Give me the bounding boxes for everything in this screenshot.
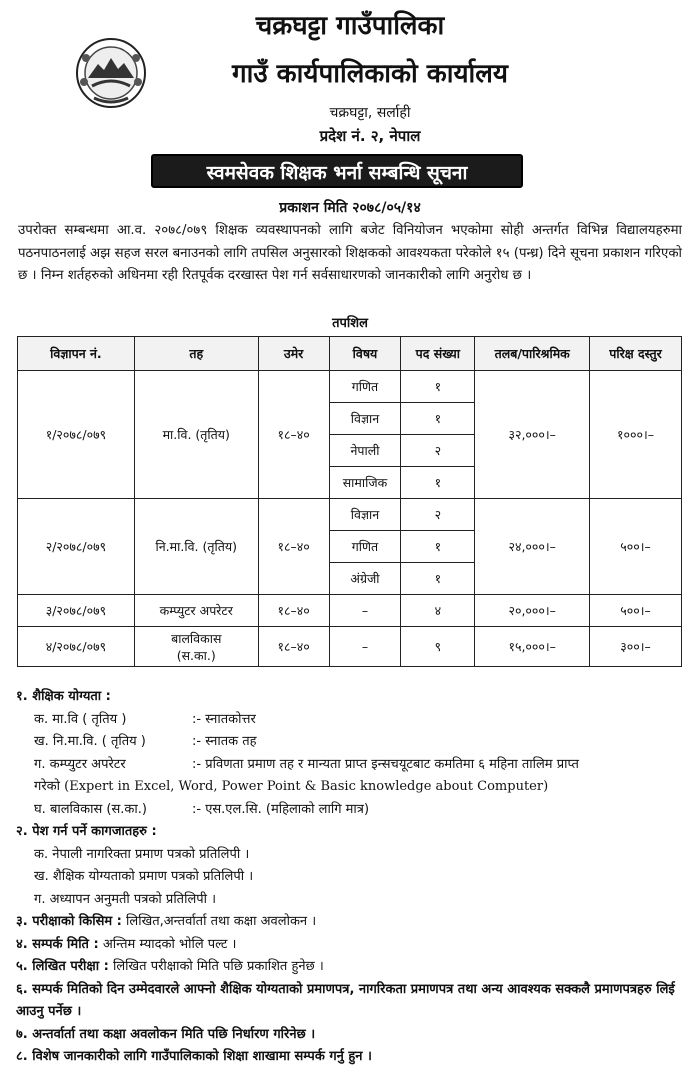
subject: विज्ञान: [329, 403, 401, 435]
level-line2: (स.का.): [176, 647, 216, 663]
level: कम्प्युटर अपरेटर: [134, 595, 258, 627]
qualification-label: ख. नि.मा.वि. ( तृतिय ): [34, 734, 146, 749]
col-header: परिक्ष दस्तुर: [590, 337, 682, 371]
qualification-label: ग. कम्प्युटर अपरेटर: [34, 756, 126, 772]
col-header: विज्ञापन नं.: [18, 337, 135, 371]
age: १८–४०: [258, 627, 329, 667]
post-count: ४: [401, 595, 475, 627]
qualification-item: [16, 731, 686, 754]
col-header: उमेर: [258, 337, 329, 371]
qualification-cont: गरेको: [34, 779, 60, 794]
table-caption: तपशिल: [332, 316, 368, 331]
level: नि.मा.वि. (तृतिय): [134, 499, 258, 595]
document-item: क. नेपाली नागरिक्ता प्रमाण पत्रको प्रतिलिपी ।: [34, 846, 250, 862]
subject: विज्ञान: [329, 499, 401, 531]
adv-number: १/२०७८/०७९: [18, 371, 135, 499]
written-exam-text: लिखित परीक्षाको मिति पछि प्रकाशित हुनेछ ।: [112, 959, 324, 974]
qualification-value: :- स्नातक तह: [192, 734, 257, 749]
contact-date-text: अन्तिम म्यादको भोलि पल्ट ।: [102, 936, 237, 952]
section-qualification-title: १. शैक्षिक योग्यता :: [16, 689, 111, 704]
office-name: गाउँ कार्यपालिकाको कार्यालय: [232, 59, 508, 89]
post-count: १: [401, 531, 475, 563]
qualification-continued: [16, 776, 686, 799]
level: [134, 627, 258, 667]
qualification-label: क. मा.वि ( तृतिय ): [34, 711, 127, 727]
notice-title: स्वमसेवक शिक्षक भर्ना सम्बन्धि सूचना: [151, 154, 523, 188]
col-header: पद संख्या: [401, 337, 475, 371]
subject: –: [329, 595, 401, 627]
section-contact-info: ८. विशेष जानकारीको लागि गाउँपालिकाको शिक्षा शाखामा सम्पर्क गर्नु हुन ।: [16, 1049, 372, 1064]
section-written-exam: [16, 956, 686, 979]
adv-number: २/२०७८/०७९: [18, 499, 135, 595]
document-item: ग. अध्यापन अनुमती पत्रको प्रतिलिपी ।: [34, 891, 217, 907]
age: १८–४०: [258, 595, 329, 627]
subject: सामाजिक: [329, 467, 401, 499]
subject: अंग्रेजी: [329, 563, 401, 595]
intro-paragraph: उपरोक्त सम्बन्धमा आ.व. २०७८/०७९ शिक्षक व्यवस्थापनको लागि बजेट विनियोजन भएकोमा सोही अन्तर्गत विभिन्न विद्यालयहरुमा पठनपाठनलाई अझ सहज सरल बनाउनको लागि तपसिल अनुसारको शिक्षकको आवश्यकता परेकोले १५ (पन्ध्र) दिने सूचना प्रकाशन गरिएको छ । निम्न शर्तहरुको अधिनमा रही रितपूर्वक दरखास्त पेश गर्न सर्वसाधारणको जानकारीको लागि अनुरोध छ ।: [18, 223, 682, 283]
office-location: चक्रघट्टा, सर्लाही: [329, 105, 411, 121]
municipality-name: चक्रघट्टा गाउँपालिका: [255, 11, 445, 41]
section-documents-title: २. पेश गर्न पर्ने कागजातहरु :: [16, 824, 157, 839]
post-count: १: [401, 371, 475, 403]
adv-number: ४/२०७८/०७९: [18, 627, 135, 667]
qualification-item: [16, 709, 686, 732]
subject: –: [329, 627, 401, 667]
publication-date: प्रकाशन मिति २०७८/०५/१४: [279, 200, 421, 216]
section-contact-date: [16, 934, 686, 957]
qualification-value: :- स्नातकोत्तर: [192, 711, 256, 727]
exam-fee: ५००।–: [590, 499, 682, 595]
exam-type-text: लिखित,अन्तर्वार्ता तथा कक्षा अवलोकन ।: [126, 914, 317, 929]
post-count: ९: [401, 627, 475, 667]
post-count: २: [401, 435, 475, 467]
level: मा.वि. (तृतिय): [134, 371, 258, 499]
document-item: ख. शैक्षिक योग्यताको प्रमाण पत्रको प्रतिलिपी ।: [34, 869, 254, 884]
subject: गणित: [329, 371, 401, 403]
col-header: तह: [134, 337, 258, 371]
exam-fee: ५००।–: [590, 595, 682, 627]
office-province: प्रदेश नं. २, नेपाल: [319, 127, 421, 145]
age: १८–४०: [258, 371, 329, 499]
level-line1: बालविकास: [171, 630, 222, 646]
qualification-value: :- एस.एल.सि. (महिलाको लागि मात्र): [192, 801, 370, 817]
table-row: [18, 499, 682, 531]
salary: १५,०००।–: [475, 627, 590, 667]
age: १८–४०: [258, 499, 329, 595]
notice-header: [0, 0, 700, 150]
subject: नेपाली: [329, 435, 401, 467]
exam-type-title: ३. परीक्षाको किसिम :: [16, 914, 122, 929]
vacancy-table: [17, 336, 682, 667]
exam-fee: ३००।–: [590, 627, 682, 667]
table-row: [18, 627, 682, 667]
table-header-row: [18, 337, 682, 371]
written-exam-title: ५. लिखित परीक्षा :: [16, 959, 109, 974]
contact-date-title: ४. सम्पर्क मिति :: [16, 936, 99, 952]
section-interview: ७. अन्तर्वार्ता तथा कक्षा अवलोकन मिति पछि निर्धारण गरिनेछ ।: [16, 1026, 316, 1042]
qualification-label: घ. बालविकास (स.का.): [34, 801, 147, 817]
table-row: [18, 371, 682, 403]
table-row: [18, 595, 682, 627]
salary: २४,०००।–: [475, 499, 590, 595]
section-exam-type: [16, 911, 686, 934]
subject: गणित: [329, 531, 401, 563]
section-documents-bring: ६. सम्पर्क मितिको दिन उम्मेदवारले आफ्नो शैक्षिक योग्यताको प्रमाणपत्र, नागरिकता प्रमाणपत्र तथा अन्य आवश्यक सक्कलै प्रमाणपत्रहरु लिई आउनु पर्नेछ ।: [16, 981, 675, 1019]
salary: ३२,०००।–: [475, 371, 590, 499]
qualification-english: (Expert in Excel, Word, Power Point & Basic knowledge about Computer): [64, 779, 549, 794]
conditions-list: [16, 686, 686, 1069]
post-count: १: [401, 403, 475, 435]
post-count: १: [401, 563, 475, 595]
salary: २०,०००।–: [475, 595, 590, 627]
post-count: १: [401, 467, 475, 499]
qualification-item: [16, 754, 686, 777]
adv-number: ३/२०७८/०७९: [18, 595, 135, 627]
qualification-item: [16, 799, 686, 822]
qualification-value: :- प्रविणता प्रमाण तह र मान्यता प्राप्त इन्सचयूटबाट कमतिमा ६ महिना तालिम प्राप्त: [192, 756, 579, 772]
col-header: विषय: [329, 337, 401, 371]
post-count: २: [401, 499, 475, 531]
exam-fee: १०००।–: [590, 371, 682, 499]
col-header: तलब/पारिश्रमिक: [475, 337, 590, 371]
